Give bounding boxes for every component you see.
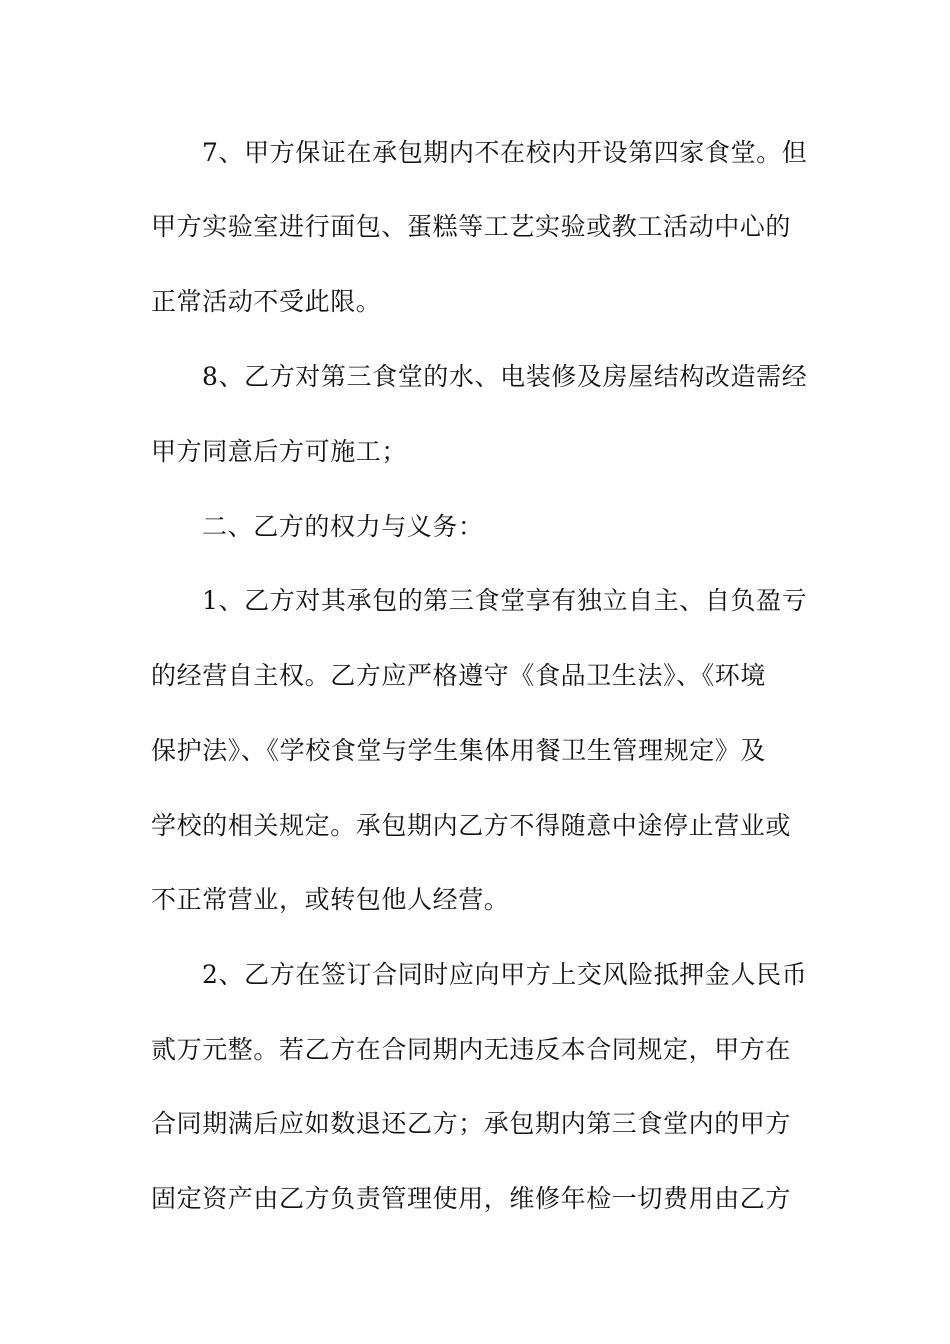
paragraph-4-line-4: 固定资产由乙方负责管理使用，维修年检一切费用由乙方 [151, 1184, 792, 1213]
paragraph-3-line-1: 1、乙方对其承包的第三食堂享有独立自主、自负盈亏 [202, 586, 808, 615]
paragraph-4-line-1: 2、乙方在签订合同时应向甲方上交风险抵押金人民币 [202, 960, 808, 989]
paragraph-3-line-4: 学校的相关规定。承包期内乙方不得随意中途停止营业或 [151, 811, 792, 840]
section-heading: 二、乙方的权力与义务： [202, 512, 484, 541]
paragraph-1-line-2: 甲方实验室进行面包、蛋糕等工艺实验或教工活动中心的 [151, 212, 792, 241]
paragraph-2-line-1: 8、乙方对第三食堂的水、电装修及房屋结构改造需经 [202, 362, 808, 391]
paragraph-2-line-2: 甲方同意后方可施工； [151, 437, 408, 466]
paragraph-1-line-1: 7、甲方保证在承包期内不在校内开设第四家食堂。但 [202, 138, 808, 167]
paragraph-3-line-3: 保护法》、《学校食堂与学生集体用餐卫生管理规定》及 [151, 736, 767, 765]
paragraph-4-line-3: 合同期满后应如数退还乙方；承包期内第三食堂内的甲方 [151, 1109, 792, 1138]
paragraph-1-line-3: 正常活动不受此限。 [151, 287, 382, 316]
paragraph-4-line-2: 贰万元整。若乙方在合同期内无违反本合同规定，甲方在 [151, 1035, 792, 1064]
paragraph-3-line-5: 不正常营业，或转包他人经营。 [151, 885, 510, 914]
paragraph-3-line-2: 的经营自主权。乙方应严格遵守《食品卫生法》、《环境 [151, 661, 767, 690]
